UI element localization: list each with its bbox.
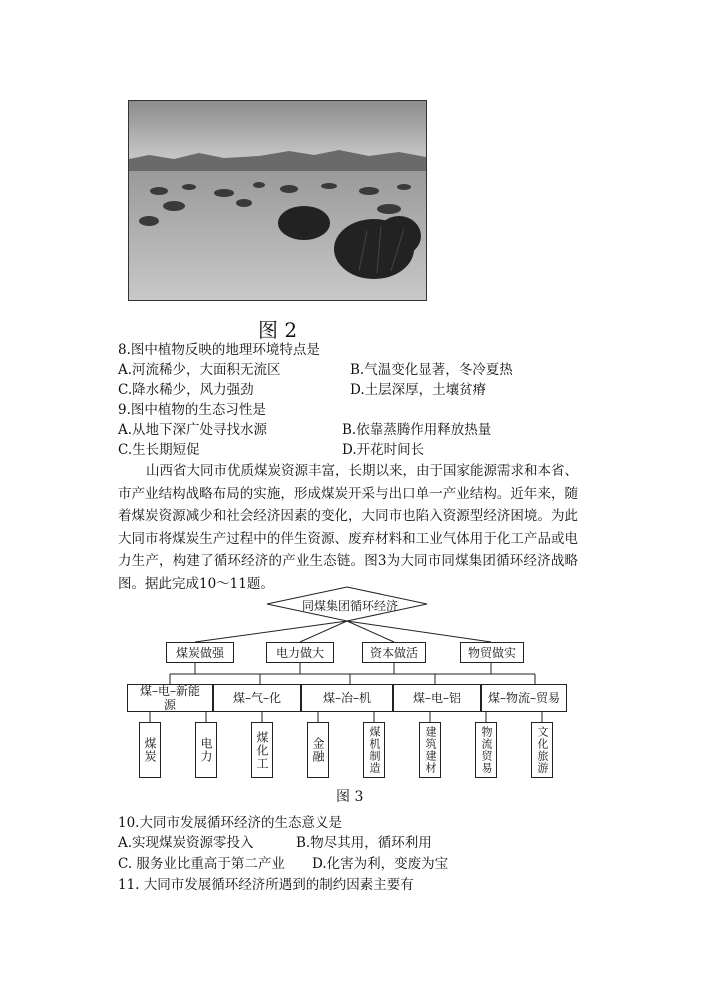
level1-coal: 煤炭做强 [166,642,234,663]
level3-tourism: 文化旅游 [531,722,553,778]
circular-economy-diagram [120,582,590,782]
figure2-caption: 图 2 [258,318,298,342]
level2-coal-power-aluminum: 煤–电–铝 [393,684,481,712]
q8-option-a: A.河流稀少，大面积无流区 [118,362,281,378]
q8-option-c: C.降水稀少，风力强劲 [118,382,254,398]
q10-option-d: D.化害为利，变废为宝 [312,856,449,872]
q10-option-b: B.物尽其用，循环利用 [296,835,432,851]
level2-coal-metal-machine: 煤–冶–机 [301,684,393,712]
level3-coal: 煤炭 [139,722,161,778]
q8-option-d: D.土层深厚，土壤贫瘠 [350,382,487,398]
q10-option-a: A.实现煤炭资源零投入 [118,835,254,851]
level2-coal-logistics-trade: 煤–物流–贸易 [481,684,567,712]
q8-stem: 8.图中植物反映的地理环境特点是 [118,342,320,358]
diagram-top-label: 同煤集团循环经济 [302,599,399,613]
level1-capital: 资本做活 [362,642,426,663]
q9-stem: 9.图中植物的生态习性是 [118,402,266,418]
level3-logistics: 物流贸易 [475,722,497,778]
passage: 山西省大同市优质煤炭资源丰富，长期以来，由于国家能源需求和本省、市产业结构战略布局的实施，形成煤炭开采与出口单一产业结构。近年来，随着煤炭资源减少和社会经济因素的变化，大同市也陷入资源型经济困境。为此大同市将煤炭生产过程中的伴生资源、废弃材料和工业气体用于化工产品或电力生产，构建了循环经济的产业生态链。图3为大同市同煤集团循环经济战略图。据此完成10～11题。 [118,463,578,592]
q10-stem: 10.大同市发展循环经济的生态意义是 [118,815,342,831]
level3-construction: 建筑建材 [419,722,441,778]
q10-option-c: C. 服务业比重高于第二产业 [118,856,285,872]
q9-option-b: B.依靠蒸腾作用释放热量 [342,422,492,438]
level1-trade: 物贸做实 [460,642,524,663]
q8-option-b: B.气温变化显著，冬冷夏热 [350,362,513,378]
q9-option-d: D.开花时间长 [342,442,425,458]
q11-stem: 11. 大同市发展循环经济所遇到的制约因素主要有 [118,877,414,893]
level2-coal-gas-chem: 煤–气–化 [213,684,301,712]
q9-option-c: C.生长期短促 [118,442,200,458]
level3-coal-machinery: 煤机制造 [363,722,385,778]
level2-coal-power-newenergy: 煤–电–新能源 [127,684,213,712]
level1-power: 电力做大 [266,642,334,663]
desert-shrub-photo [128,100,427,301]
level3-finance: 金融 [307,722,329,778]
figure3-caption: 图 3 [336,789,364,805]
q9-option-a: A.从地下深广处寻找水源 [118,422,268,438]
level3-power: 电力 [195,722,217,778]
level3-coal-chemical: 煤化工 [251,722,273,778]
